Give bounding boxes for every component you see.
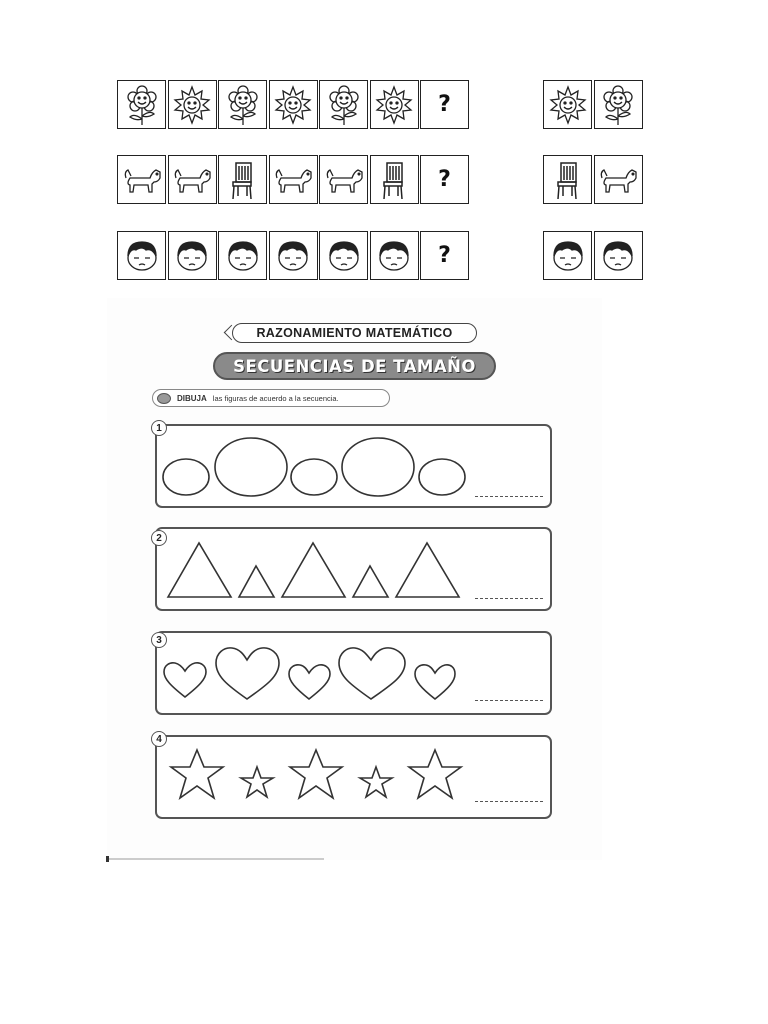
sequence-cell [319, 231, 368, 280]
exercise-number: 4 [151, 731, 167, 747]
dog-icon [120, 158, 164, 202]
flower-icon [322, 83, 366, 127]
sequence-cell [269, 155, 318, 204]
face-icon [596, 234, 640, 278]
dog-icon [271, 158, 315, 202]
triangle-small [239, 566, 274, 597]
chair-icon [372, 158, 416, 202]
answer-line[interactable] [475, 598, 543, 599]
scan-edge-line [106, 856, 109, 862]
face-icon [372, 234, 416, 278]
heart-sequence [155, 631, 552, 715]
star-small [360, 767, 392, 797]
answer-line[interactable] [475, 496, 543, 497]
sequence-cell [370, 155, 419, 204]
sequence-row-2 [117, 155, 471, 204]
options-row-3 [543, 231, 644, 280]
circle-small [163, 459, 209, 495]
sequence-cell [218, 155, 267, 204]
sequence-row-3 [117, 231, 471, 280]
star-big [171, 750, 223, 798]
star-big [409, 750, 461, 798]
flower-icon [596, 83, 640, 127]
sequence-cell [117, 231, 166, 280]
sequence-cell [269, 80, 318, 129]
sequence-cell [218, 231, 267, 280]
star-small [241, 767, 273, 797]
exercise-number: 1 [151, 420, 167, 436]
chair-icon [221, 158, 265, 202]
sequence-row-1 [117, 80, 471, 129]
sequence-cell [117, 80, 166, 129]
answer-line[interactable] [475, 801, 543, 802]
options-row-2 [543, 155, 644, 204]
sun-icon [271, 83, 315, 127]
option-cell[interactable] [594, 231, 643, 280]
sequence-cell [269, 231, 318, 280]
triangle-big [396, 543, 459, 597]
exercise-number: 3 [151, 632, 167, 648]
circle-small [419, 459, 465, 495]
circle-big [342, 438, 414, 496]
option-cell[interactable] [543, 231, 592, 280]
question-cell[interactable] [420, 231, 469, 280]
sequence-cell [218, 80, 267, 129]
sequence-cell [319, 80, 368, 129]
question-cell[interactable] [420, 80, 469, 129]
circle-big [215, 438, 287, 496]
chair-icon [546, 158, 590, 202]
circle-small [291, 459, 337, 495]
star-big [290, 750, 342, 798]
flower-icon [120, 83, 164, 127]
option-cell[interactable] [594, 155, 643, 204]
option-cell[interactable] [543, 80, 592, 129]
face-icon [271, 234, 315, 278]
subject-banner: RAZONAMIENTO MATEMÁTICO [232, 323, 477, 343]
flower-icon [221, 83, 265, 127]
triangle-big [168, 543, 231, 597]
triangle-big [282, 543, 345, 597]
sun-icon [546, 83, 590, 127]
heart-small [415, 665, 455, 699]
worksheet-title: SECUENCIAS DE TAMAÑO [213, 352, 496, 380]
star-sequence [155, 735, 552, 819]
heart-big [216, 648, 279, 699]
sun-icon [372, 83, 416, 127]
question-cell[interactable] [420, 155, 469, 204]
sequence-cell [168, 80, 217, 129]
question-mark: ? [438, 92, 451, 117]
face-icon [322, 234, 366, 278]
option-cell[interactable] [594, 80, 643, 129]
question-mark: ? [438, 167, 451, 192]
answer-line[interactable] [475, 700, 543, 701]
sequence-cell [168, 155, 217, 204]
exercise-number: 2 [151, 530, 167, 546]
instruction-text: las figuras de acuerdo a la secuencia. [212, 393, 339, 403]
instruction-keyword: DIBUJA [177, 393, 207, 403]
heart-big [339, 648, 405, 699]
face-icon [120, 234, 164, 278]
dog-icon [170, 158, 214, 202]
triangle-small [353, 566, 388, 597]
options-row-1 [543, 80, 644, 129]
instruction-bar [152, 389, 390, 407]
sequence-cell [370, 231, 419, 280]
heart-small [289, 665, 330, 699]
scan-edge-line [106, 858, 324, 860]
bullet-icon [157, 393, 171, 404]
sequence-cell [117, 155, 166, 204]
dog-icon [596, 158, 640, 202]
heart-small [164, 663, 206, 697]
face-icon [221, 234, 265, 278]
dog-icon [322, 158, 366, 202]
sun-icon [170, 83, 214, 127]
option-cell[interactable] [543, 155, 592, 204]
sequence-cell [168, 231, 217, 280]
face-icon [546, 234, 590, 278]
sequence-cell [370, 80, 419, 129]
question-mark: ? [438, 243, 451, 268]
face-icon [170, 234, 214, 278]
sequence-cell [319, 155, 368, 204]
